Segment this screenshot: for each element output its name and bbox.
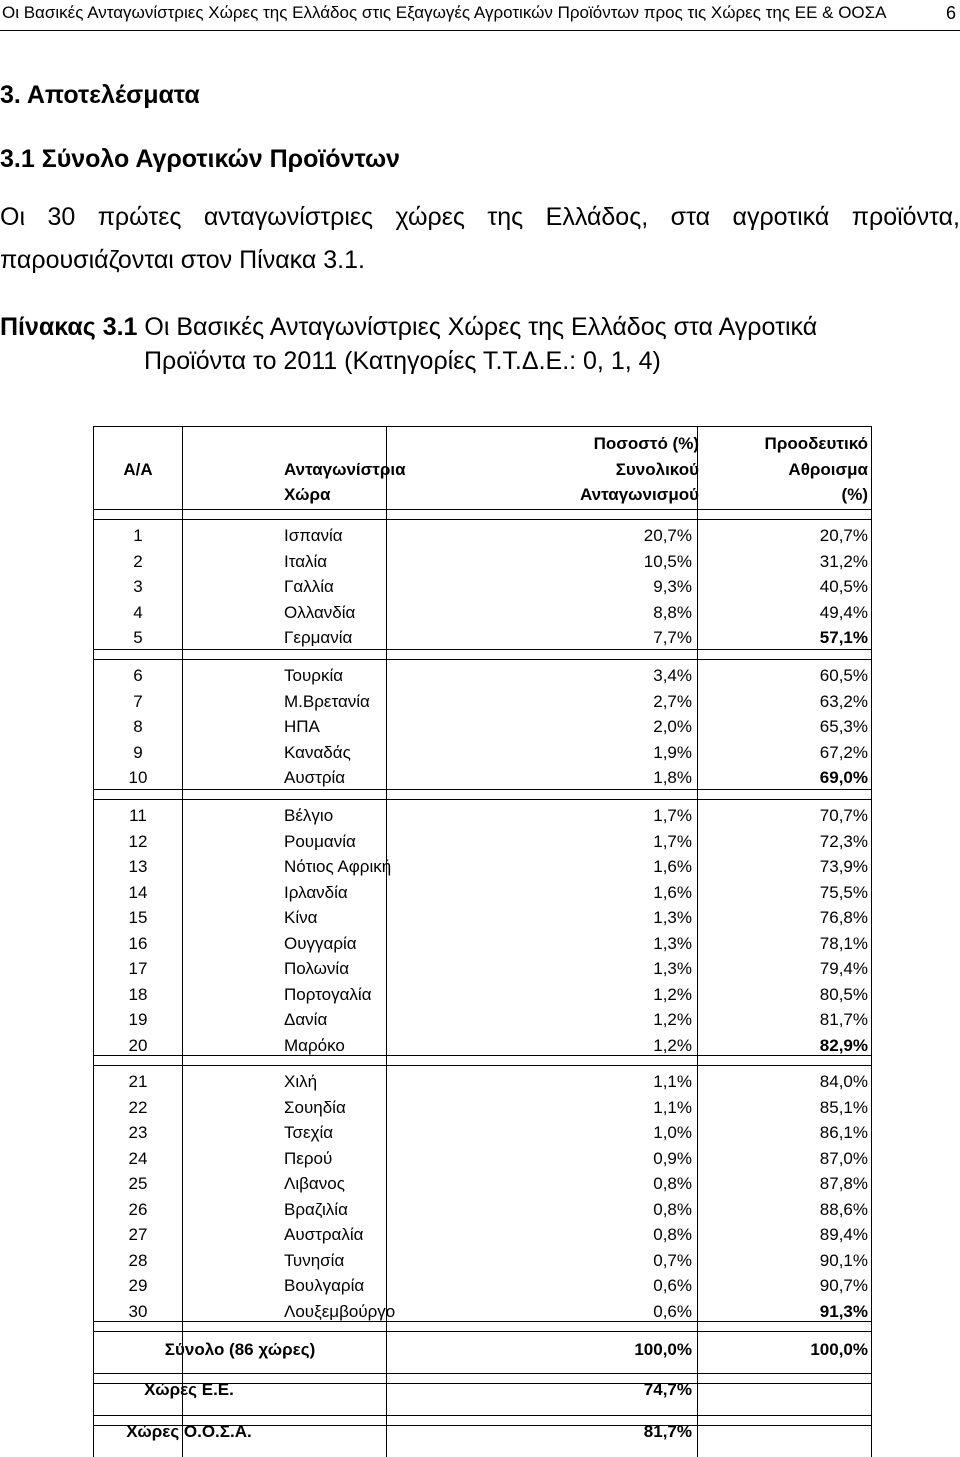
- row-country: Ουγγαρία: [284, 933, 357, 953]
- row-country: Καναδάς: [284, 742, 351, 762]
- row-number: 30: [128, 1301, 148, 1321]
- row-country: Ιταλία: [284, 551, 328, 571]
- row-cumulative: 72,3%: [819, 831, 868, 851]
- row-number: 5: [133, 628, 143, 647]
- row-cumulative: 31,2%: [819, 551, 868, 571]
- total-share: 100,0%: [634, 1340, 692, 1359]
- row-cumulative: 90,1%: [819, 1250, 868, 1270]
- row-separator: [94, 1331, 871, 1332]
- row-share: 1,0%: [653, 1123, 692, 1142]
- row-cumulative: 20,7%: [819, 526, 868, 545]
- row-number: 12: [128, 831, 148, 851]
- row-separator: [94, 509, 871, 510]
- row-number: 18: [128, 984, 148, 1004]
- section-heading: 3. Αποτελέσματα: [0, 81, 200, 109]
- row-country: Ισπανία: [284, 526, 343, 545]
- row-number: 20: [128, 1035, 148, 1055]
- header-cum-2: Αθροισμα: [788, 460, 868, 479]
- row-share: 0,6%: [653, 1276, 692, 1295]
- row-share: 0,9%: [653, 1148, 692, 1168]
- row-cumulative: 73,9%: [819, 857, 868, 876]
- row-cumulative: 75,5%: [819, 882, 868, 902]
- row-share: 1,8%: [653, 768, 692, 787]
- header-share-3: Ανταγωνισμού: [580, 485, 699, 504]
- row-share: 10,5%: [643, 551, 692, 571]
- header-aa: Α/Α: [123, 460, 153, 479]
- row-share: 3,4%: [653, 666, 692, 685]
- row-cumulative: 67,2%: [819, 742, 868, 762]
- row-cumulative: 86,1%: [819, 1123, 868, 1142]
- row-country: Μ.Βρετανία: [284, 691, 370, 711]
- row-cumulative: 80,5%: [819, 984, 868, 1004]
- row-cumulative: 90,7%: [819, 1276, 868, 1295]
- row-cumulative: 49,4%: [819, 602, 868, 622]
- row-country: Χιλή: [284, 1072, 318, 1091]
- ee-label: Χώρες Ε.Ε.: [144, 1380, 234, 1399]
- row-country: Πορτογαλία: [284, 984, 372, 1004]
- row-country: Δανία: [284, 1010, 328, 1029]
- row-cumulative: 82,9%: [819, 1035, 868, 1055]
- row-number: 3: [133, 577, 143, 596]
- row-share: 1,3%: [653, 959, 692, 978]
- row-number: 1: [133, 526, 143, 545]
- row-share: 8,8%: [653, 602, 692, 622]
- row-country: Βραζιλία: [284, 1199, 348, 1219]
- running-header-title: Οι Βασικές Ανταγωνίστριες Χώρες της Ελλάδος στις Εξαγωγές Αγροτικών Προϊόντων προς τις Χώρες της ΕΕ & ΟΟΣΑ: [2, 3, 887, 22]
- header-country-2: Χώρα: [284, 485, 331, 504]
- row-number: 25: [128, 1174, 148, 1193]
- row-number: 26: [128, 1199, 148, 1219]
- row-number: 14: [128, 882, 148, 902]
- row-share: 0,6%: [653, 1301, 692, 1321]
- row-country: Βέλγιο: [284, 806, 334, 825]
- table-caption-label: Πίνακας 3.1: [0, 313, 138, 341]
- row-number: 7: [133, 691, 143, 711]
- row-country: Αυστρία: [284, 768, 346, 787]
- row-cumulative: 69,0%: [819, 768, 868, 787]
- row-number: 17: [128, 959, 148, 978]
- row-share: 2,7%: [653, 691, 692, 711]
- row-country: Τουρκία: [284, 666, 344, 685]
- row-country: ΗΠΑ: [284, 717, 320, 736]
- page-number: 6: [945, 3, 956, 23]
- row-cumulative: 84,0%: [819, 1072, 868, 1091]
- row-cumulative: 79,4%: [819, 959, 868, 978]
- row-number: 27: [128, 1225, 148, 1244]
- row-share: 1,6%: [653, 882, 692, 902]
- row-number: 9: [133, 742, 143, 762]
- row-cumulative: 89,4%: [819, 1225, 868, 1244]
- row-separator: [94, 1065, 871, 1066]
- row-number: 8: [133, 717, 143, 736]
- row-cumulative: 57,1%: [819, 628, 868, 647]
- row-country: Ρουμανία: [284, 831, 356, 851]
- row-cumulative: 60,5%: [819, 666, 868, 685]
- row-number: 22: [128, 1097, 148, 1117]
- row-share: 0,8%: [653, 1174, 692, 1193]
- row-country: Γερμανία: [284, 628, 353, 647]
- row-share: 1,6%: [653, 857, 692, 876]
- row-country: Αυστραλία: [284, 1225, 364, 1244]
- row-country: Ολλανδία: [284, 602, 356, 622]
- row-number: 11: [129, 806, 147, 825]
- row-number: 28: [128, 1250, 148, 1270]
- header-share-2: Συνολικού: [615, 460, 699, 479]
- row-share: 1,9%: [653, 742, 692, 762]
- table-caption-text2: Προϊόντα το 2011 (Κατηγορίες Τ.Τ.Δ.Ε.: 0, 1, 4): [144, 347, 661, 375]
- ee-share: 74,7%: [643, 1380, 692, 1399]
- row-share: 2,0%: [653, 717, 692, 736]
- header-cum-3: (%): [841, 485, 868, 504]
- oosa-label: Χώρες Ο.Ο.Σ.Α.: [126, 1422, 252, 1441]
- row-number: 13: [128, 857, 148, 876]
- row-share: 1,3%: [653, 933, 692, 953]
- row-country: Βουλγαρία: [284, 1276, 365, 1295]
- row-number: 2: [133, 551, 143, 571]
- running-header: [0, 0, 960, 31]
- row-number: 6: [133, 666, 143, 685]
- oosa-share: 81,7%: [643, 1422, 692, 1441]
- row-cumulative: 81,7%: [819, 1010, 868, 1029]
- row-country: Γαλλία: [284, 577, 334, 596]
- row-country: Τυνησία: [284, 1250, 345, 1270]
- row-share: 0,7%: [653, 1250, 692, 1270]
- intro-paragraph-line2: παρουσιάζονται στον Πίνακα 3.1.: [0, 246, 365, 274]
- row-cumulative: 63,2%: [819, 691, 868, 711]
- row-number: 10: [128, 768, 148, 787]
- row-share: 1,2%: [653, 1010, 692, 1029]
- row-share: 1,1%: [653, 1072, 692, 1091]
- total-cum: 100,0%: [810, 1340, 868, 1359]
- row-cumulative: 88,6%: [819, 1199, 868, 1219]
- row-share: 0,8%: [653, 1199, 692, 1219]
- row-country: Μαρόκο: [284, 1035, 345, 1055]
- row-share: 1,7%: [653, 806, 692, 825]
- row-cumulative: 91,3%: [819, 1301, 868, 1321]
- row-number: 19: [128, 1010, 148, 1029]
- row-cumulative: 87,0%: [819, 1148, 868, 1168]
- row-number: 15: [128, 908, 148, 927]
- row-share: 1,3%: [653, 908, 692, 927]
- row-country: Σουηδία: [284, 1097, 346, 1117]
- row-cumulative: 87,8%: [819, 1174, 868, 1193]
- intro-paragraph-line1: Οι 30 πρώτες ανταγωνίστριες χώρες της Ελλάδος, στα αγροτικά προϊόντα,: [0, 203, 960, 231]
- row-share: 9,3%: [653, 577, 692, 596]
- row-number: 23: [128, 1123, 148, 1142]
- table-caption-text1: Οι Βασικές Ανταγωνίστριες Χώρες της Ελλάδος στα Αγροτικά: [144, 313, 818, 341]
- row-share: 0,8%: [653, 1225, 692, 1244]
- row-cumulative: 40,5%: [819, 577, 868, 596]
- row-number: 21: [128, 1072, 148, 1091]
- row-cumulative: 65,3%: [819, 717, 868, 736]
- row-country: Λουξεμβούργο: [284, 1301, 396, 1321]
- row-number: 4: [133, 602, 143, 622]
- row-country: Λιβανος: [284, 1174, 345, 1193]
- row-country: Ιρλανδία: [284, 882, 348, 902]
- row-cumulative: 78,1%: [819, 933, 868, 953]
- row-separator: [94, 1373, 871, 1374]
- intro-paragraph: [0, 196, 960, 282]
- table-caption: [0, 310, 818, 375]
- header-country-1: Ανταγωνίστρια: [284, 460, 406, 479]
- row-share: 1,2%: [653, 1035, 692, 1055]
- total-label: Σύνολο (86 χώρες): [164, 1340, 316, 1359]
- row-share: 1,1%: [653, 1097, 692, 1117]
- row-share: 1,2%: [653, 984, 692, 1004]
- subsection-heading: 3.1 Σύνολο Αγροτικών Προϊόντων: [0, 145, 400, 173]
- row-separator: [94, 1415, 871, 1416]
- row-separator: [94, 519, 871, 520]
- row-share: 7,7%: [653, 628, 692, 647]
- row-share: 20,7%: [643, 526, 692, 545]
- row-country: Κίνα: [284, 908, 318, 927]
- row-separator: [94, 659, 871, 660]
- competitors-table: [93, 426, 872, 1457]
- row-cumulative: 76,8%: [819, 908, 868, 927]
- header-cum-1: Προοδευτικό: [764, 434, 868, 453]
- row-separator: [94, 799, 871, 800]
- row-number: 24: [128, 1148, 148, 1168]
- header-share-1: Ποσοστό (%): [593, 434, 699, 453]
- col-divider: [182, 427, 183, 1457]
- row-country: Πολωνία: [284, 959, 350, 978]
- row-country: Νότιος Αφρική: [284, 857, 392, 876]
- row-number: 29: [128, 1276, 148, 1295]
- row-cumulative: 85,1%: [819, 1097, 868, 1117]
- row-country: Τσεχία: [284, 1123, 334, 1142]
- row-share: 1,7%: [653, 831, 692, 851]
- row-number: 16: [128, 933, 148, 953]
- row-cumulative: 70,7%: [819, 806, 868, 825]
- row-country: Περού: [284, 1148, 333, 1168]
